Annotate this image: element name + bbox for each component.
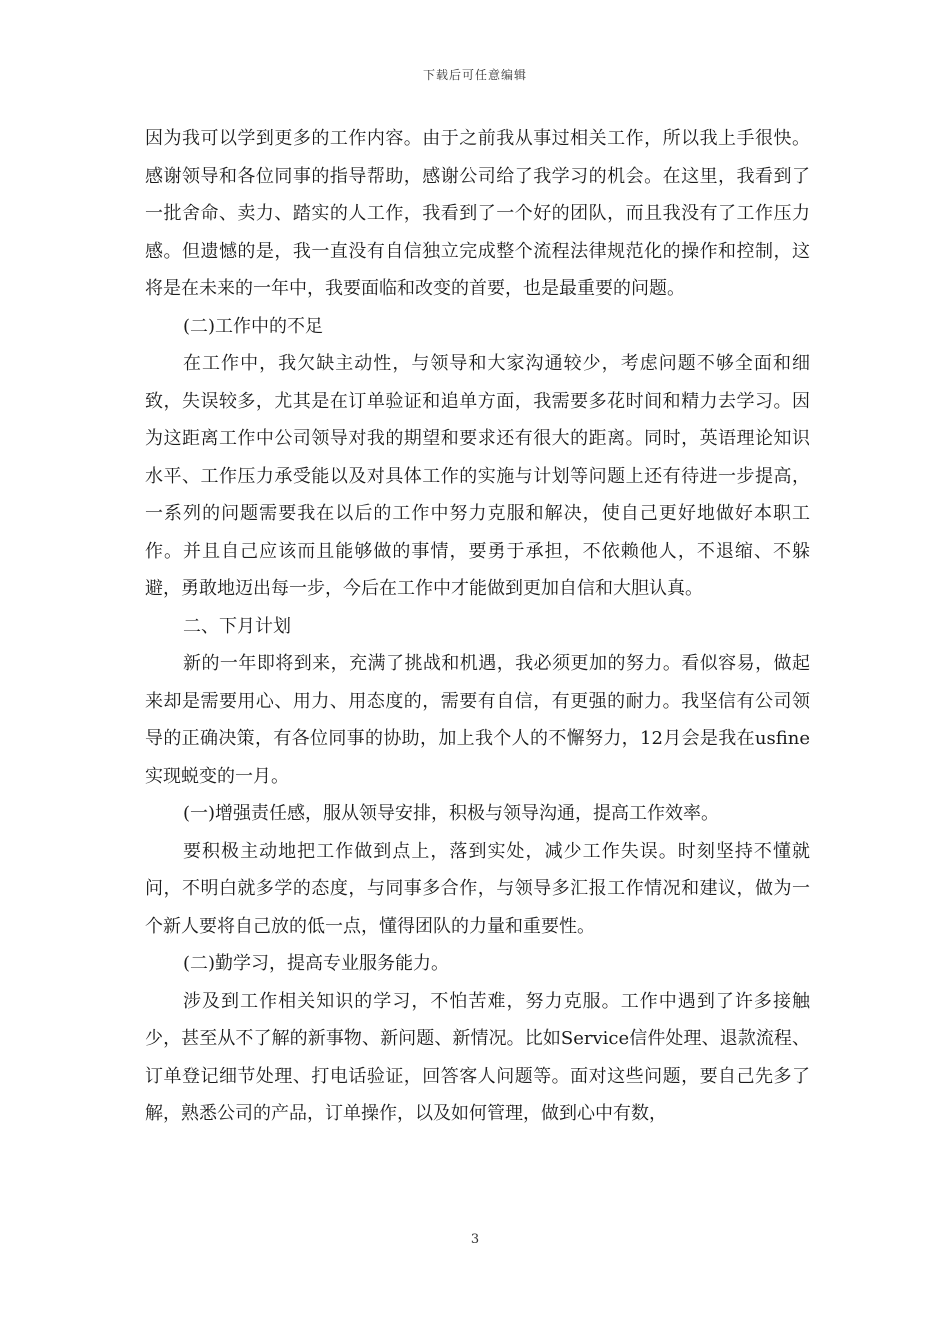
- page-header: 下载后可任意编辑: [422, 68, 527, 82]
- body-paragraph: 新的一年即将到来，充满了挑战和机遇，我必须更加的努力。看似容易，做起来却是需要用心、用力、用态度的，需要有自信，有更强的耐力。我坚信有公司领导的正确决策，有各位同事的协助，加上我个人的不懈努力，12月会是我在usfine实现蜕变的一月。: [145, 653, 810, 787]
- section-heading: (一)增强责任感，服从领导安排，积极与领导沟通，提高工作效率。: [183, 803, 720, 824]
- page-number: 3: [470, 1232, 480, 1247]
- body-paragraph: 在工作中，我欠缺主动性，与领导和大家沟通较少，考虑问题不够全面和细致，失误较多，尤其是在订单验证和追单方面，我需要多花时间和精力去学习。因为这距离工作中公司领导对我的期望和要求还有很大的距离。同时，英语理论知识水平、工作压力承受能以及对具体工作的实施与计划等问题上还有待进一步提高，一系列的问题需要我在以后的工作中努力克服和解决，使自己更好地做好本职工作。并且自己应该而且能够做的事情，要勇于承担，不依赖他人，不退缩、不躲避，勇敢地迈出每一步，今后在工作中才能做到更加自信和大胆认真。: [145, 353, 810, 599]
- document-body: [145, 120, 810, 1133]
- body-paragraph: 涉及到工作相关知识的学习，不怕苦难，努力克服。工作中遇到了许多接触少，甚至从不了解的新事物、新问题、新情况。比如Service信件处理、退款流程、订单登记细节处理、打电话验证，回答客人问题等。面对这些问题，要自己先多了解，熟悉公司的产品，订单操作，以及如何管理，做到心中有数，: [145, 990, 810, 1124]
- section-heading: (二)工作中的不足: [183, 315, 324, 337]
- body-paragraph: 因为我可以学到更多的工作内容。由于之前我从事过相关工作，所以我上手很快。感谢领导和各位同事的指导帮助，感谢公司给了我学习的机会。在这里，我看到了一批舍命、卖力、踏实的人工作，我看到了一个好的团队，而且我没有了工作压力感。但遗憾的是，我一直没有自信独立完成整个流程法律规范化的操作和控制，这将是在未来的一年中，我要面临和改变的首要，也是最重要的问题。: [145, 128, 810, 299]
- body-paragraph: 要积极主动地把工作做到点上，落到实处，减少工作失误。时刻坚持不懂就问，不明白就多学的态度，与同事多合作，与领导多汇报工作情况和建议，做为一个新人要将自己放的低一点，懂得团队的力量和重要性。: [145, 840, 810, 937]
- section-heading: 二、下月计划: [183, 615, 291, 637]
- section-heading: (二)勤学习，提高专业服务能力。: [183, 953, 450, 974]
